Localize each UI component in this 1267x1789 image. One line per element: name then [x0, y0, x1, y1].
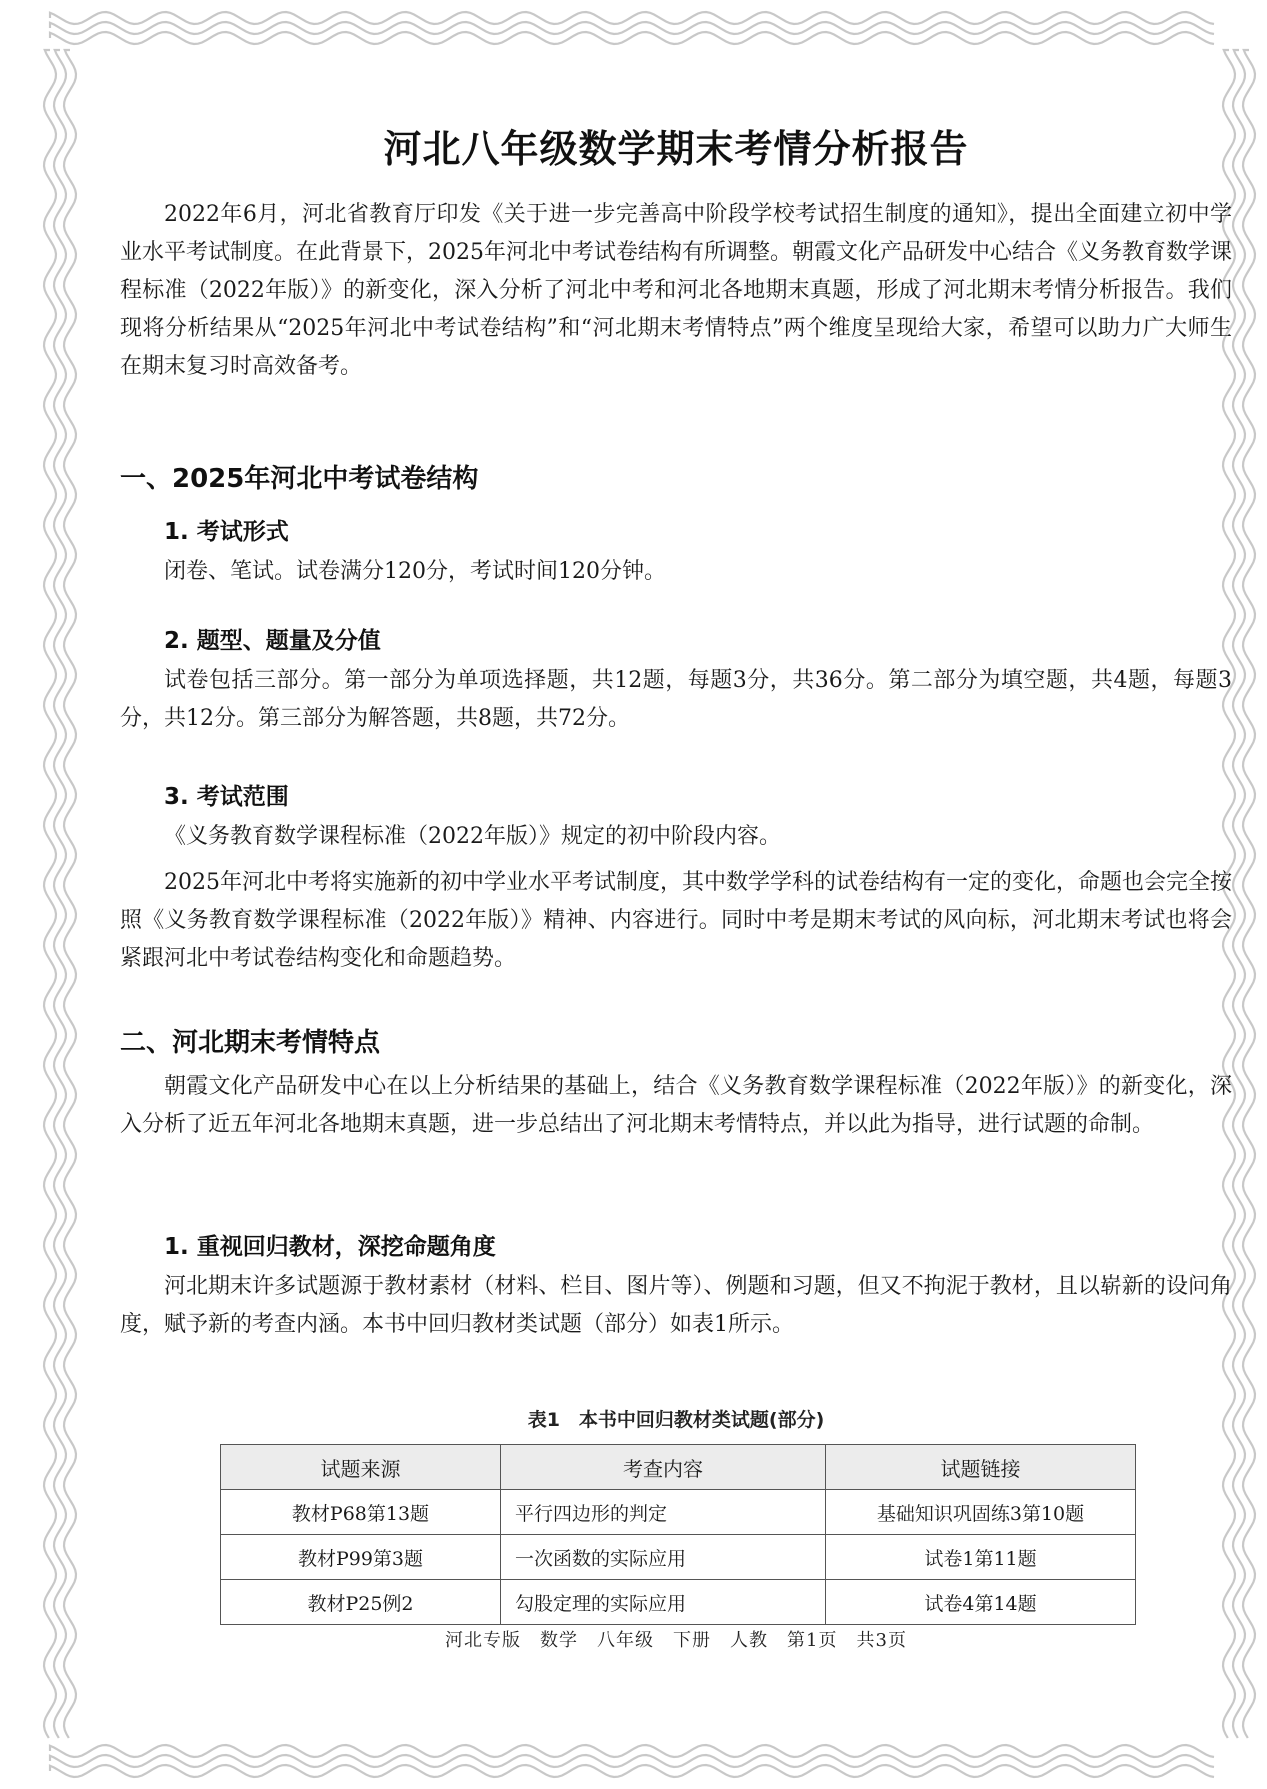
section1-sub1-text: 闭卷、笔试。试卷满分120分，考试时间120分钟。 — [164, 559, 666, 584]
page-footer: 河北专版 数学 八年级 下册 人教 第1页 共3页 — [445, 1630, 907, 1651]
section2-sub1-text: 河北期末许多试题源于教材素材（材料、栏目、图片等）、例题和习题，但又不拘泥于教材，且以崭新的设问角度，赋予新的考查内涵。本书中回归教材类试题（部分）如表1所示。 — [120, 1274, 1232, 1337]
border-wave-line — [50, 22, 1214, 34]
table-cell: 试卷4第14题 — [826, 1580, 1136, 1625]
section1-sub3-text1: 《义务教育数学课程标准（2022年版）》规定的初中阶段内容。 — [164, 824, 781, 849]
table-cell: 教材P68第13题 — [221, 1490, 501, 1535]
table-caption: 表1 本书中回归教材类试题(部分) — [527, 1409, 825, 1431]
section2-sub1-heading: 1. 重视回归教材，深挖命题角度 — [164, 1234, 496, 1260]
border-wave-line — [50, 12, 1214, 24]
table-header-cell: 考查内容 — [501, 1445, 826, 1490]
border-wave-line — [50, 1745, 1214, 1757]
table-cell: 教材P25例2 — [221, 1580, 501, 1625]
table-row — [221, 1490, 1136, 1535]
table-cell: 勾股定理的实际应用 — [501, 1580, 826, 1625]
section1-sub3-text2: 2025年河北中考将实施新的初中学业水平考试制度，其中数学学科的试卷结构有一定的变化，命题也会完全按照《义务教育数学课程标准（2022年版）》精神、内容进行。同时中考是期末考试的风向标，河北期末考试也将会紧跟河北中考试卷结构变化和命题趋势。 — [120, 870, 1232, 971]
section1-sub2-text: 试卷包括三部分。第一部分为单项选择题，共12题，每题3分，共36分。第二部分为填空题，共4题，每题3分，共12分。第三部分为解答题，共8题，共72分。 — [120, 668, 1232, 731]
page-title: 河北八年级数学期末考情分析报告 — [383, 127, 969, 171]
table-header-row — [221, 1445, 1136, 1490]
section1-sub2-heading: 2. 题型、题量及分值 — [164, 628, 381, 654]
border-wave-line — [54, 50, 66, 1738]
table-header-cell: 试题来源 — [221, 1445, 501, 1490]
table-cell: 试卷1第11题 — [826, 1535, 1136, 1580]
border-wave-line — [1233, 50, 1245, 1738]
table-row — [221, 1535, 1136, 1580]
table-row — [221, 1580, 1136, 1625]
border-wave-line — [1243, 50, 1255, 1738]
border-wave-line — [50, 32, 1214, 44]
border-wave-line — [64, 50, 76, 1738]
section1-heading: 一、2025年河北中考试卷结构 — [120, 464, 479, 494]
section1-sub3-heading: 3. 考试范围 — [164, 784, 289, 810]
section1-sub1-heading: 1. 考试形式 — [164, 519, 289, 545]
table-cell: 一次函数的实际应用 — [501, 1535, 826, 1580]
border-wave-line — [44, 50, 56, 1738]
table-header-cell: 试题链接 — [826, 1445, 1136, 1490]
table-cell: 教材P99第3题 — [221, 1535, 501, 1580]
border-wave-line — [50, 1765, 1214, 1777]
table-cell: 平行四边形的判定 — [501, 1490, 826, 1535]
table-cell: 基础知识巩固练3第10题 — [826, 1490, 1136, 1535]
border-wave-line — [50, 1755, 1214, 1767]
section2-text: 朝霞文化产品研发中心在以上分析结果的基础上，结合《义务教育数学课程标准（2022年版）》的新变化，深入分析了近五年河北各地期末真题，进一步总结出了河北期末考情特点，并以此为指导，进行试题的命制。 — [120, 1074, 1232, 1137]
textbook-questions-table — [220, 1444, 1136, 1625]
intro-paragraph: 2022年6月，河北省教育厅印发《关于进一步完善高中阶段学校考试招生制度的通知》，提出全面建立初中学业水平考试制度。在此背景下，2025年河北中考试卷结构有所调整。朝霞文化产品研发中心结合《义务教育数学课程标准（2022年版）》的新变化，深入分析了河北中考和河北各地期末真题，形成了河北期末考情分析报告。我们现将分析结果从“2025年河北中考试卷结构”和“河北期末考情特点”两个维度呈现给大家，希望可以助力广大师生在期末复习时高效备考。 — [120, 202, 1232, 379]
section2-heading: 二、河北期末考情特点 — [120, 1028, 381, 1058]
